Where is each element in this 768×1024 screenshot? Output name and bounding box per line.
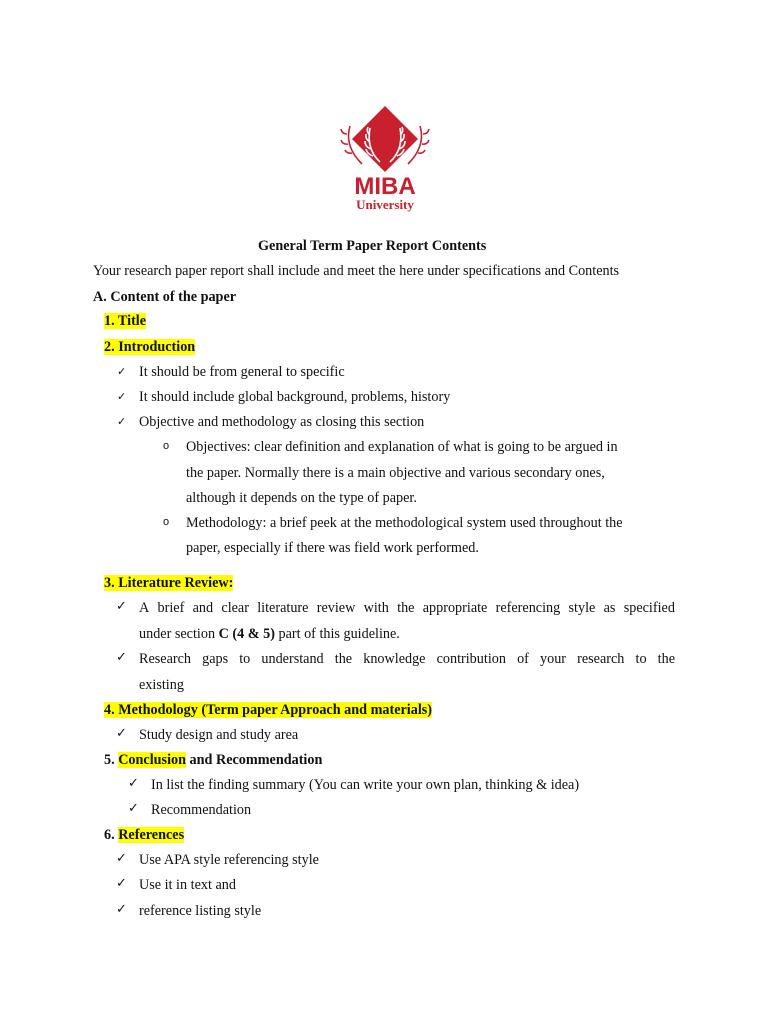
justified-line [139, 600, 675, 617]
justified-word: brief [157, 600, 185, 616]
justified-word: specified [623, 600, 675, 616]
justified-word: with [363, 600, 389, 616]
miba-university-logo [340, 104, 430, 214]
check-icon: ✓ [116, 599, 127, 614]
heading-title: 1. Title [104, 313, 147, 329]
list-item-continuation: existing [139, 677, 184, 693]
check-icon: ✓ [117, 415, 127, 428]
sub-item-line: paper, especially if there was field work performed. [186, 540, 479, 556]
justified-word: the [657, 651, 675, 667]
check-icon: ✓ [128, 801, 139, 816]
list-item: Objective and methodology as closing this section [139, 414, 425, 430]
list-item: Recommendation [151, 802, 252, 818]
check-icon: ✓ [116, 902, 127, 917]
logo-diamond [352, 106, 418, 172]
heading-literature-review-row [104, 575, 233, 592]
justified-word: gaps [202, 651, 229, 667]
justified-line [139, 651, 675, 668]
sub-item-line: Methodology: a brief peek at the methodological system used throughout the [186, 515, 623, 531]
justified-word: knowledge [363, 651, 426, 667]
justified-word: as [603, 600, 616, 616]
heading-introduction: 2. Introduction [104, 339, 196, 355]
heading-rest: and Recommendation [186, 752, 323, 768]
list-item: In list the finding summary (You can write your own plan, thinking & idea) [151, 777, 580, 793]
check-icon: ✓ [116, 851, 127, 866]
justified-word: your [540, 651, 567, 667]
check-icon: ✓ [117, 365, 127, 378]
section-reference: C (4 & 5) [218, 626, 275, 642]
heading-title-row [104, 313, 146, 330]
heading-number: 5. [104, 752, 119, 768]
intro-paragraph: Your research paper report shall include and meet the here under specifications and Contents [93, 263, 620, 279]
document-title: General Term Paper Report Contents [258, 238, 487, 254]
justified-word: to [635, 651, 647, 667]
section-a-heading: A. Content of the paper [93, 289, 237, 305]
heading-conclusion: Conclusion [118, 752, 186, 768]
justified-word: A [139, 600, 150, 616]
check-icon: ✓ [116, 726, 127, 741]
list-item-continuation [139, 626, 400, 643]
justified-word: research [577, 651, 625, 667]
justified-word: appropriate [422, 600, 488, 616]
text-span: under section [139, 626, 219, 642]
justified-word: to [239, 651, 251, 667]
check-icon: ✓ [117, 390, 127, 403]
check-icon: ✓ [116, 876, 127, 891]
sub-item-line: Objectives: clear definition and explanation of what is going to be argued in [186, 439, 618, 455]
logo-sub: University [356, 197, 414, 212]
heading-number: 6. [104, 827, 119, 843]
justified-word: Research [139, 651, 191, 667]
heading-introduction-row [104, 339, 195, 356]
justified-word: referencing [495, 600, 561, 616]
justified-word: and [192, 600, 214, 616]
list-item: reference listing style [139, 903, 262, 919]
heading-references: References [118, 827, 185, 843]
heading-conclusion-row [104, 752, 322, 769]
check-icon: ✓ [116, 650, 127, 665]
sub-item-line: the paper. Normally there is a main objective and various secondary ones, [186, 465, 605, 481]
list-item: It should be from general to specific [139, 364, 345, 380]
justified-word: literature [257, 600, 309, 616]
justified-word: the [334, 651, 353, 667]
justified-word: clear [221, 600, 249, 616]
heading-literature-review: 3. Literature Review: [104, 575, 234, 591]
list-item: Study design and study area [139, 727, 299, 743]
justified-word: review [316, 600, 356, 616]
logo-name: MIBA [354, 173, 416, 200]
justified-word: style [568, 600, 596, 616]
justified-word: contribution [436, 651, 506, 667]
justified-word: the [397, 600, 415, 616]
justified-word: of [517, 651, 529, 667]
text-span: part of this guideline. [274, 626, 400, 642]
sub-item-line: although it depends on the type of paper. [186, 490, 417, 506]
list-item: Use it in text and [139, 877, 236, 893]
heading-methodology-row [104, 702, 432, 719]
circle-bullet-icon: o [163, 516, 170, 528]
circle-bullet-icon: o [163, 440, 170, 452]
justified-word: understand [261, 651, 324, 667]
heading-methodology: 4. Methodology (Term paper Approach and materials) [104, 702, 433, 718]
list-item: Use APA style referencing style [139, 852, 319, 868]
list-item: It should include global background, problems, history [139, 389, 451, 405]
heading-references-row [104, 827, 184, 844]
check-icon: ✓ [128, 776, 139, 791]
